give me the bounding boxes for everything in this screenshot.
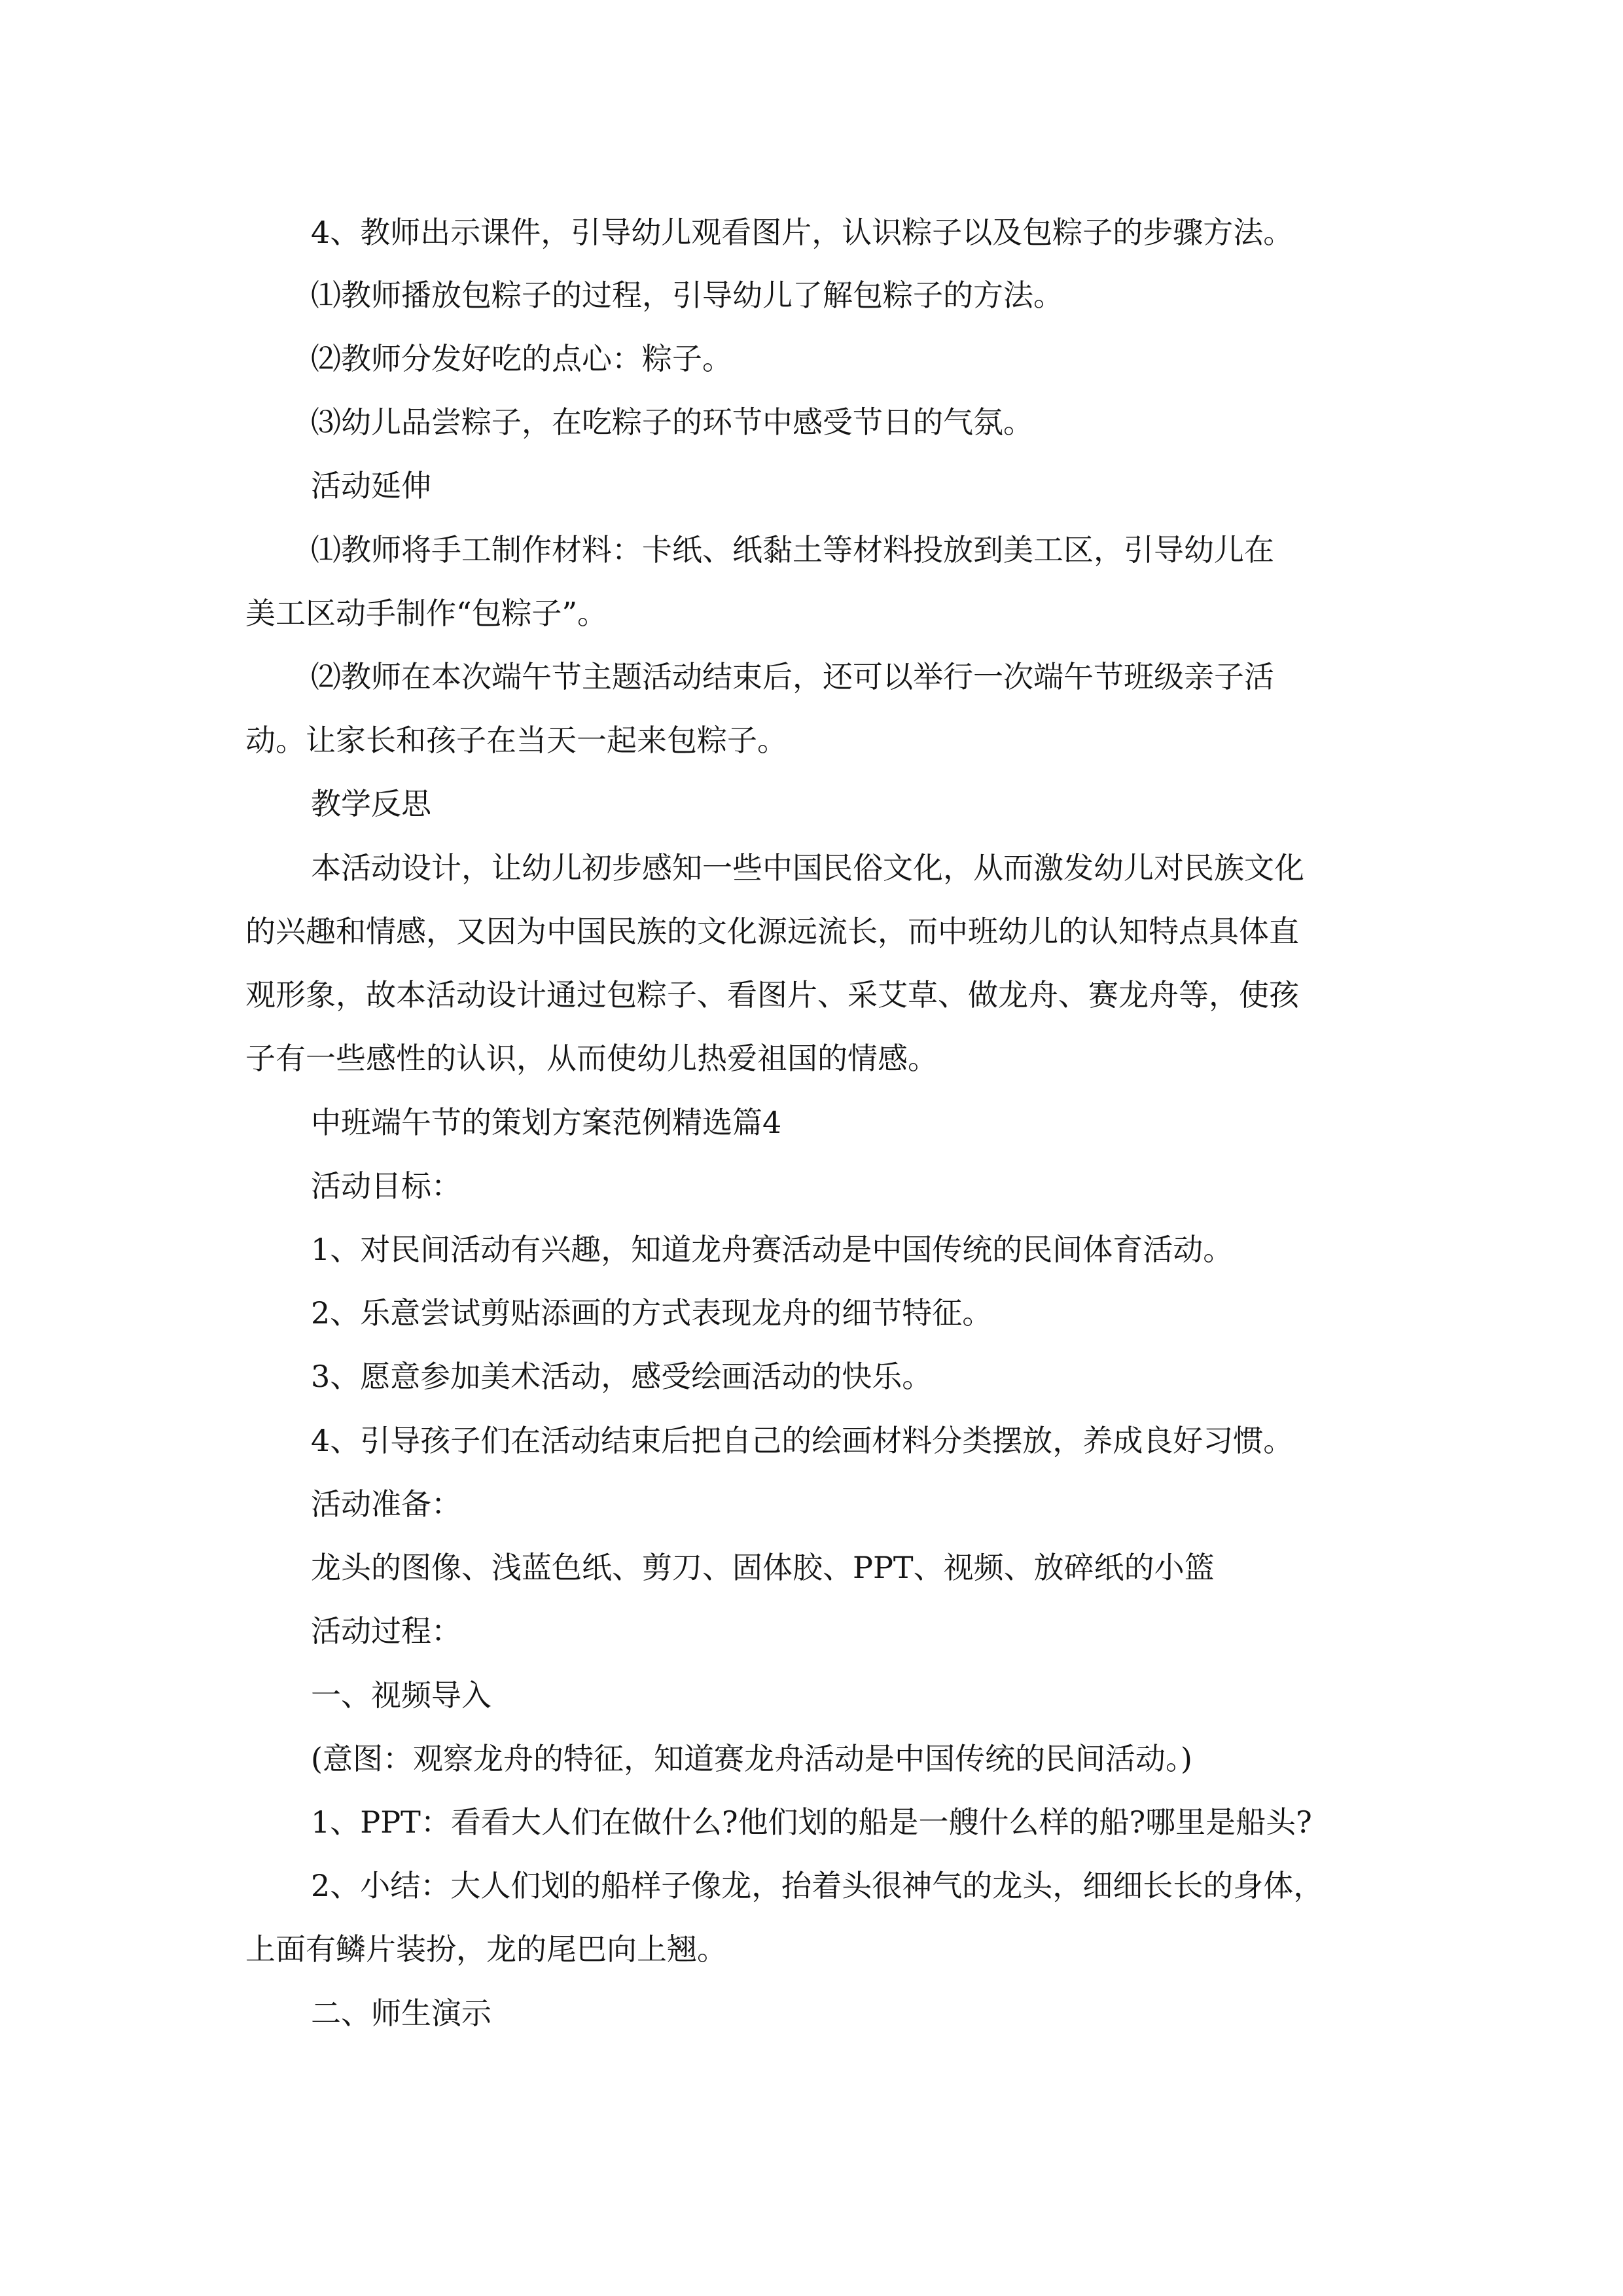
text-line: (意图：观察龙舟的特征，知道赛龙舟活动是中国传统的民间活动。) xyxy=(311,1741,1192,1776)
text-line: 1、PPT：看看大人们在做什么?他们划的船是一艘什么样的船?哪里是船头? xyxy=(311,1804,1312,1840)
text-line: 4、引导孩子们在活动结束后把自己的绘画材料分类摆放，养成良好习惯。 xyxy=(311,1423,1294,1458)
text-line: 本活动设计，让幼儿初步感知一些中国民俗文化，从而激发幼儿对民族文化 xyxy=(311,850,1304,886)
text-line: 上面有鳞片装扮，龙的尾巴向上翘。 xyxy=(245,1931,727,1967)
article-title: 中班端午节的策划方案范例精选篇4 xyxy=(311,1105,782,1140)
section-heading: 二、师生演示 xyxy=(311,1996,491,2031)
text-line: ⑶幼儿品尝粽子，在吃粽子的环节中感受节日的气氛。 xyxy=(311,404,1033,440)
section-heading: 活动延伸 xyxy=(311,468,431,503)
text-line: 美工区动手制作“包粽子”。 xyxy=(245,596,608,631)
text-line: 龙头的图像、浅蓝色纸、剪刀、固体胶、PPT、视频、放碎纸的小篮 xyxy=(311,1550,1215,1585)
text-line: 的兴趣和情感，又因为中国民族的文化源远流长，而中班幼儿的认知特点具体直 xyxy=(245,914,1299,949)
text-line: 2、小结：大人们划的船样子像龙，抬着头很神气的龙头，细细长长的身体， xyxy=(311,1868,1324,1903)
text-line: 观形象，故本活动设计通过包粽子、看图片、采艾草、做龙舟、赛龙舟等，使孩 xyxy=(245,977,1299,1013)
text-line: 1、对民间活动有兴趣，知道龙舟赛活动是中国传统的民间体育活动。 xyxy=(311,1232,1234,1267)
text-line: 2、乐意尝试剪贴添画的方式表现龙舟的细节特征。 xyxy=(311,1295,993,1331)
text-line: 一、视频导入 xyxy=(311,1677,491,1713)
text-line: ⑴教师将手工制作材料：卡纸、纸黏土等材料投放到美工区，引导幼儿在 xyxy=(311,532,1274,567)
text-line: 子有一些感性的认识，从而使幼儿热爱祖国的情感。 xyxy=(245,1041,938,1076)
section-heading: 活动准备： xyxy=(311,1486,461,1522)
text-line: 动。让家长和孩子在当天一起来包粽子。 xyxy=(245,723,787,758)
section-heading: 教学反思 xyxy=(311,786,431,821)
text-line: ⑵教师分发好吃的点心：粽子。 xyxy=(311,341,732,376)
text-line: ⑴教师播放包粽子的过程，引导幼儿了解包粽子的方法。 xyxy=(311,278,1063,313)
text-line: 4、教师出示课件，引导幼儿观看图片，认识粽子以及包粽子的步骤方法。 xyxy=(311,215,1294,250)
section-heading: 活动过程： xyxy=(311,1613,461,1649)
section-heading: 活动目标： xyxy=(311,1168,461,1204)
text-line: 3、愿意参加美术活动，感受绘画活动的快乐。 xyxy=(311,1359,933,1394)
text-line: ⑵教师在本次端午节主题活动结束后，还可以举行一次端午节班级亲子活 xyxy=(311,659,1274,694)
